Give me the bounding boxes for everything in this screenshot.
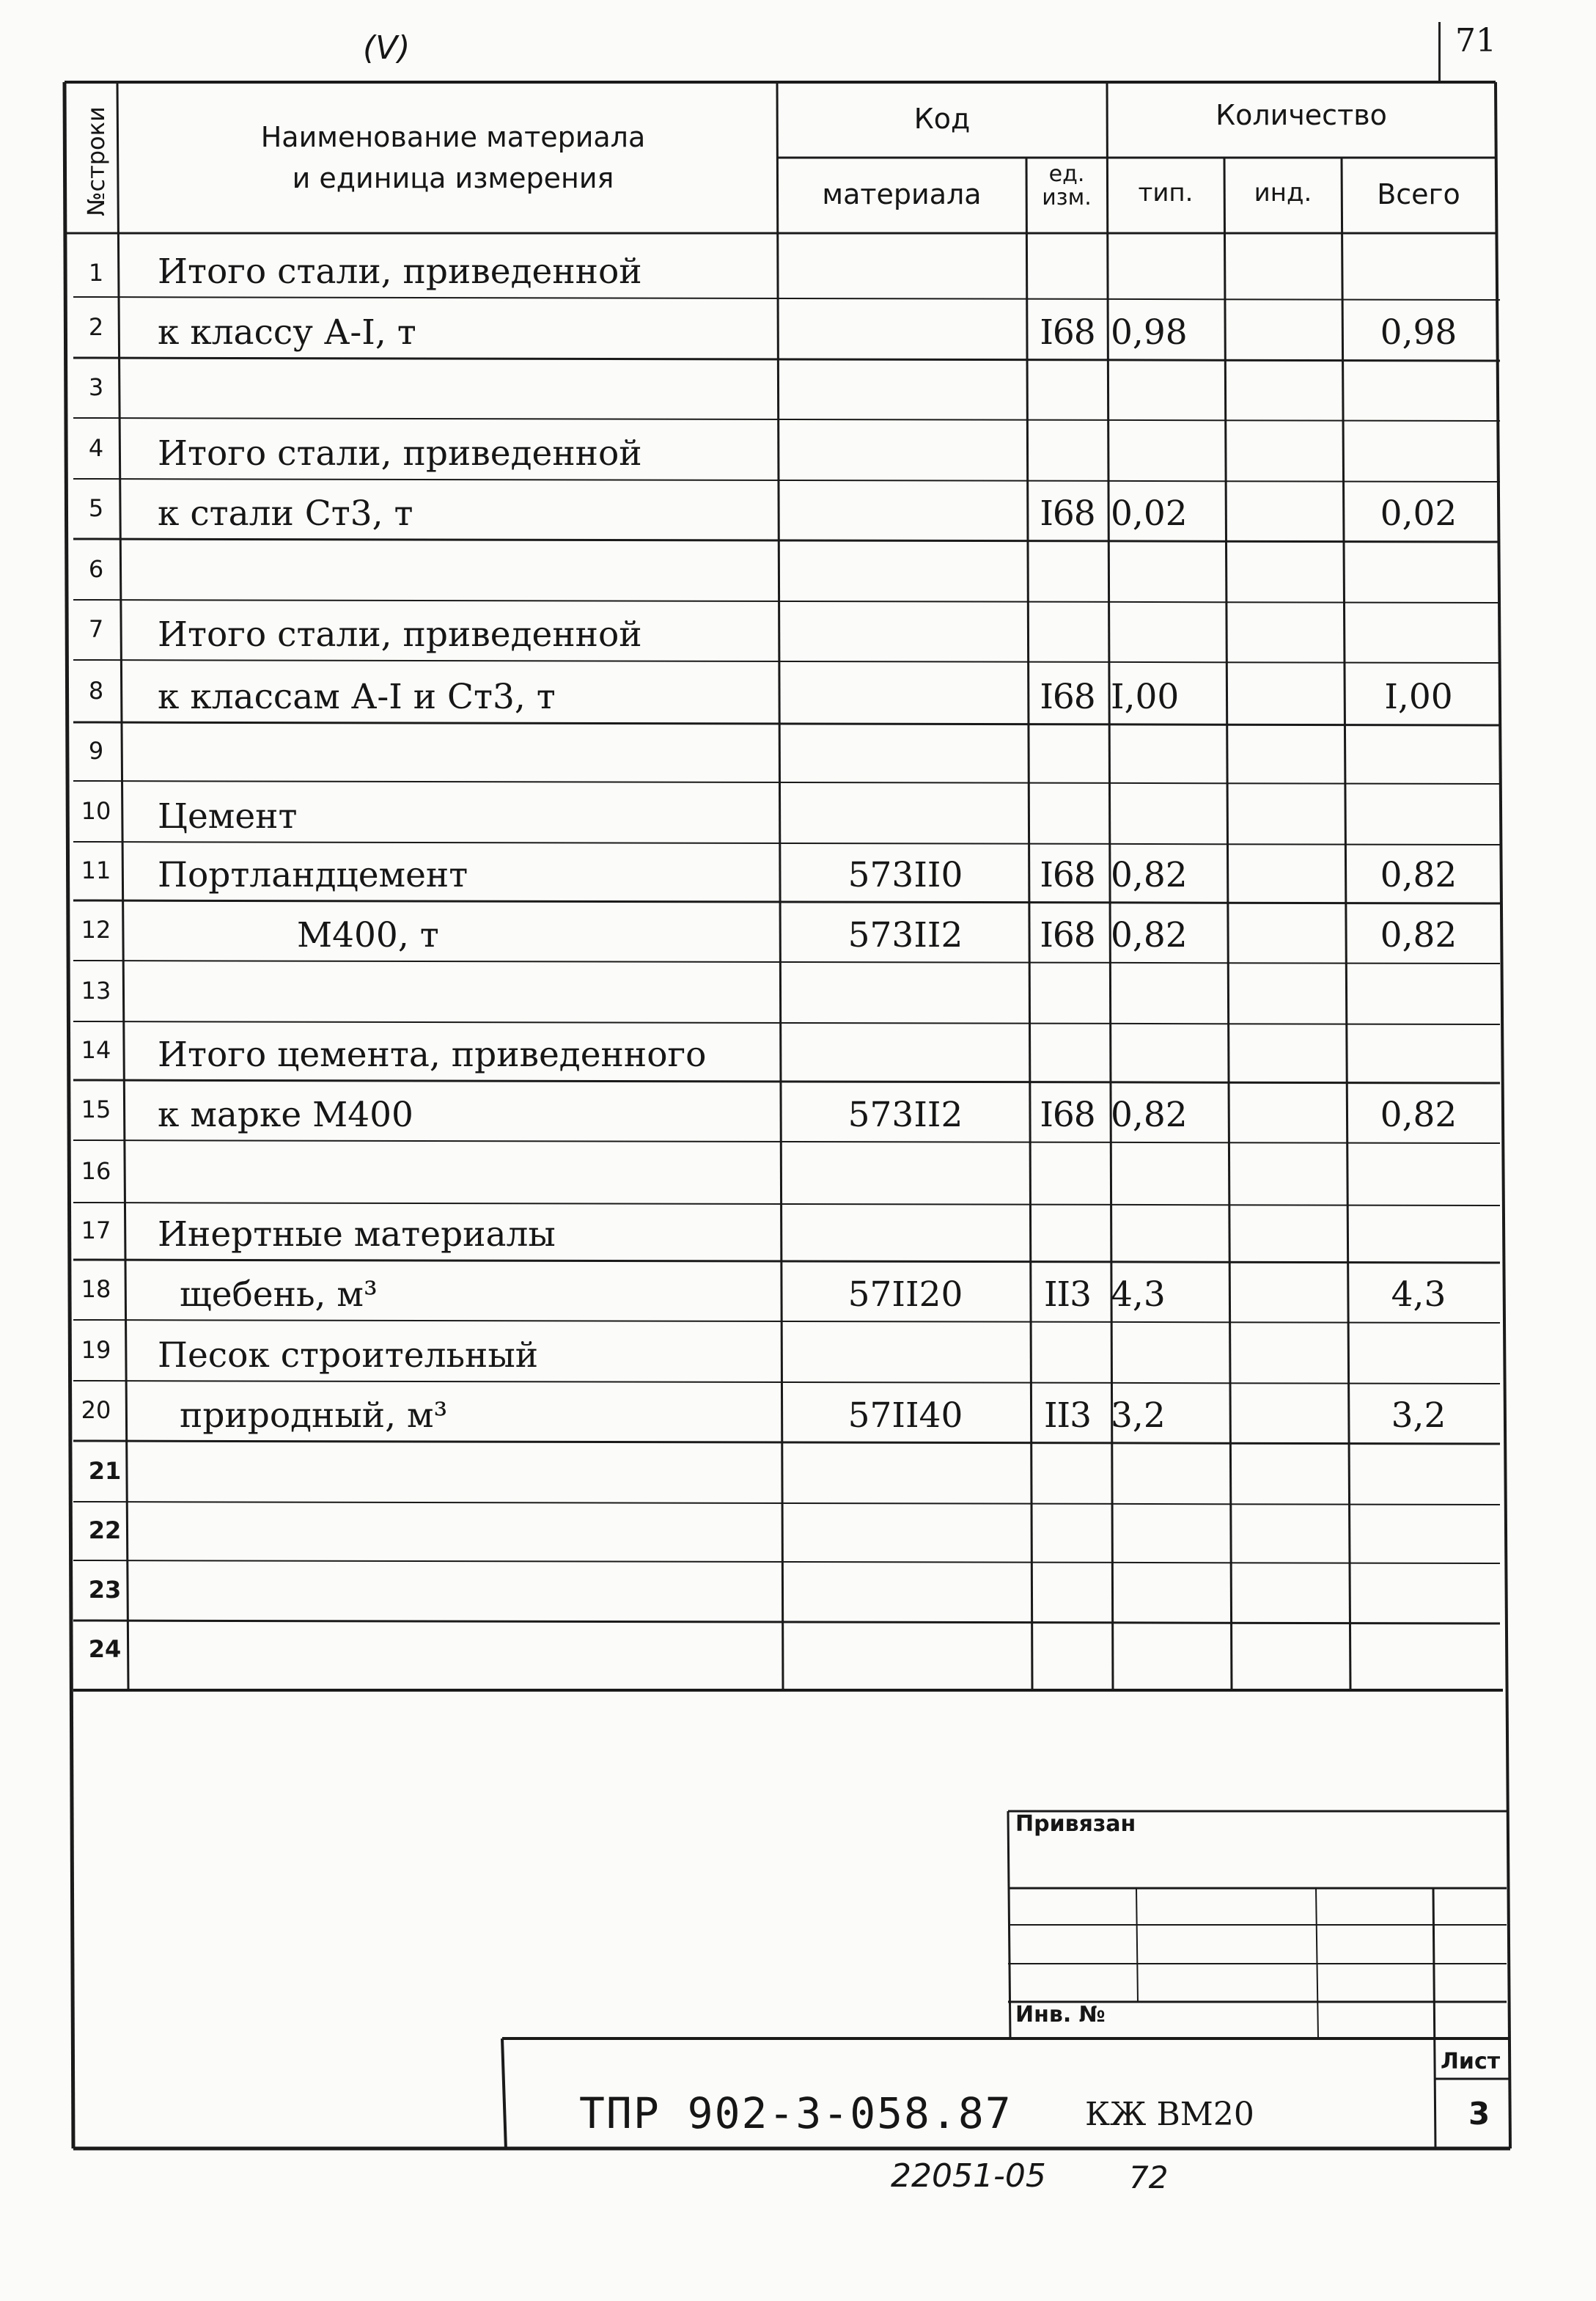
material-code: 57II40	[847, 1395, 963, 1436]
row-number: 7	[88, 615, 104, 643]
sheet-label: Лист	[1441, 2049, 1501, 2074]
name-header	[130, 121, 776, 194]
row-number: 14	[81, 1036, 111, 1064]
unit-code: II3	[1043, 1395, 1092, 1436]
row-number: 5	[88, 494, 104, 522]
row-number: 17	[81, 1216, 111, 1244]
row-number: 24	[88, 1635, 122, 1663]
unit-header-line2: изм.	[1042, 185, 1092, 210]
material-name: щебень, м³	[180, 1274, 378, 1315]
material-name: Портландцемент	[158, 855, 468, 895]
total-value: 4,3	[1391, 1274, 1446, 1315]
row-number: 15	[81, 1096, 111, 1123]
total-value: 3,2	[1391, 1395, 1446, 1436]
material-name: к марке М400	[158, 1095, 413, 1135]
material-name: Цемент	[158, 796, 298, 837]
material-code: 573II2	[847, 915, 963, 955]
row-number: 6	[88, 554, 104, 583]
stamp-attached-label: Привязан	[1015, 1811, 1136, 1837]
row-number: 22	[88, 1516, 122, 1544]
unit-code: I68	[1040, 1095, 1095, 1135]
total-value: 0,98	[1380, 312, 1457, 353]
row-number: 3	[88, 373, 104, 401]
row-number: 23	[88, 1576, 122, 1604]
unit-code: I68	[1040, 493, 1095, 534]
material-name: к классам А-I и Ст3, т	[158, 677, 556, 717]
material-name: Итого цемента, приведенного	[158, 1035, 707, 1075]
unit-code: II3	[1043, 1274, 1092, 1315]
material-name: Итого стали, приведенной	[158, 433, 642, 474]
row-number-header: №строки	[82, 106, 110, 216]
material-code: 573II2	[847, 1095, 963, 1135]
material-name: к стали Ст3, т	[158, 493, 413, 534]
document-mark: КЖ ВМ20	[1085, 2096, 1254, 2133]
row-number: 18	[81, 1275, 111, 1303]
total-value: 0,82	[1380, 915, 1457, 955]
typ-value: I,00	[1111, 677, 1180, 717]
document-code: ТПР 902-3-058.87	[579, 2088, 1012, 2138]
material-name: Итого стали, приведенной	[158, 614, 642, 655]
material-name: к классу А-I, т	[158, 312, 416, 353]
quantity-header: Количество	[1216, 99, 1387, 131]
material-header: материала	[822, 178, 982, 210]
unit-code: I68	[1040, 915, 1095, 955]
total-value: 0,02	[1380, 493, 1457, 534]
total-value: 0,82	[1380, 1095, 1457, 1135]
typ-value: 0,82	[1111, 855, 1188, 895]
name-header-line2: и единица измерения	[292, 162, 614, 194]
unit-header-line1: ед.	[1048, 161, 1085, 187]
row-number: 2	[88, 312, 104, 341]
typ-value: 0,02	[1111, 493, 1188, 534]
unit-code: I68	[1040, 312, 1095, 353]
name-header-line1: Наименование материала	[260, 121, 646, 153]
material-name: природный, м³	[180, 1395, 448, 1436]
material-name: Итого стали, приведенной	[158, 252, 642, 292]
total-header: Всего	[1377, 178, 1460, 210]
row-number: 4	[88, 433, 104, 462]
archive-number: 22051-05	[891, 2157, 1046, 2195]
row-number: 21	[88, 1456, 122, 1485]
stamp-inv-label: Инв. №	[1015, 2002, 1106, 2027]
typ-value: 0,98	[1111, 312, 1188, 353]
total-value: 0,82	[1380, 855, 1457, 895]
typ-header: тип.	[1138, 178, 1194, 208]
material-name: Инертные материалы	[158, 1214, 556, 1255]
row-number: 16	[81, 1156, 111, 1185]
material-code: 57II20	[847, 1274, 963, 1315]
row-number: 8	[88, 676, 104, 705]
typ-value: 0,82	[1111, 1095, 1188, 1135]
typ-value: 3,2	[1111, 1395, 1166, 1436]
page-number-bottom: 72	[1129, 2159, 1169, 2195]
sheet-number: 3	[1468, 2096, 1490, 2132]
row-number: 19	[81, 1335, 111, 1364]
row-number: 11	[81, 856, 111, 884]
row-number: 13	[81, 976, 111, 1005]
row-number: 10	[81, 796, 111, 825]
unit-header	[1026, 163, 1107, 210]
material-name: М400, т	[297, 915, 439, 955]
ind-header: инд.	[1254, 178, 1312, 208]
unit-code: I68	[1040, 855, 1095, 895]
material-name: Песок строительный	[158, 1335, 539, 1376]
typ-value: 4,3	[1111, 1274, 1166, 1315]
page-number-top: 71	[1455, 22, 1496, 59]
row-number: 12	[81, 916, 111, 944]
typ-value: 0,82	[1111, 915, 1188, 955]
code-header: Код	[913, 103, 971, 135]
row-number: 20	[81, 1396, 111, 1424]
row-number: 1	[88, 258, 104, 287]
material-code: 573II0	[847, 855, 963, 895]
page-mark: (V)	[363, 29, 411, 67]
row-number: 9	[88, 737, 104, 765]
unit-code: I68	[1040, 677, 1095, 717]
total-value: I,00	[1384, 677, 1453, 717]
